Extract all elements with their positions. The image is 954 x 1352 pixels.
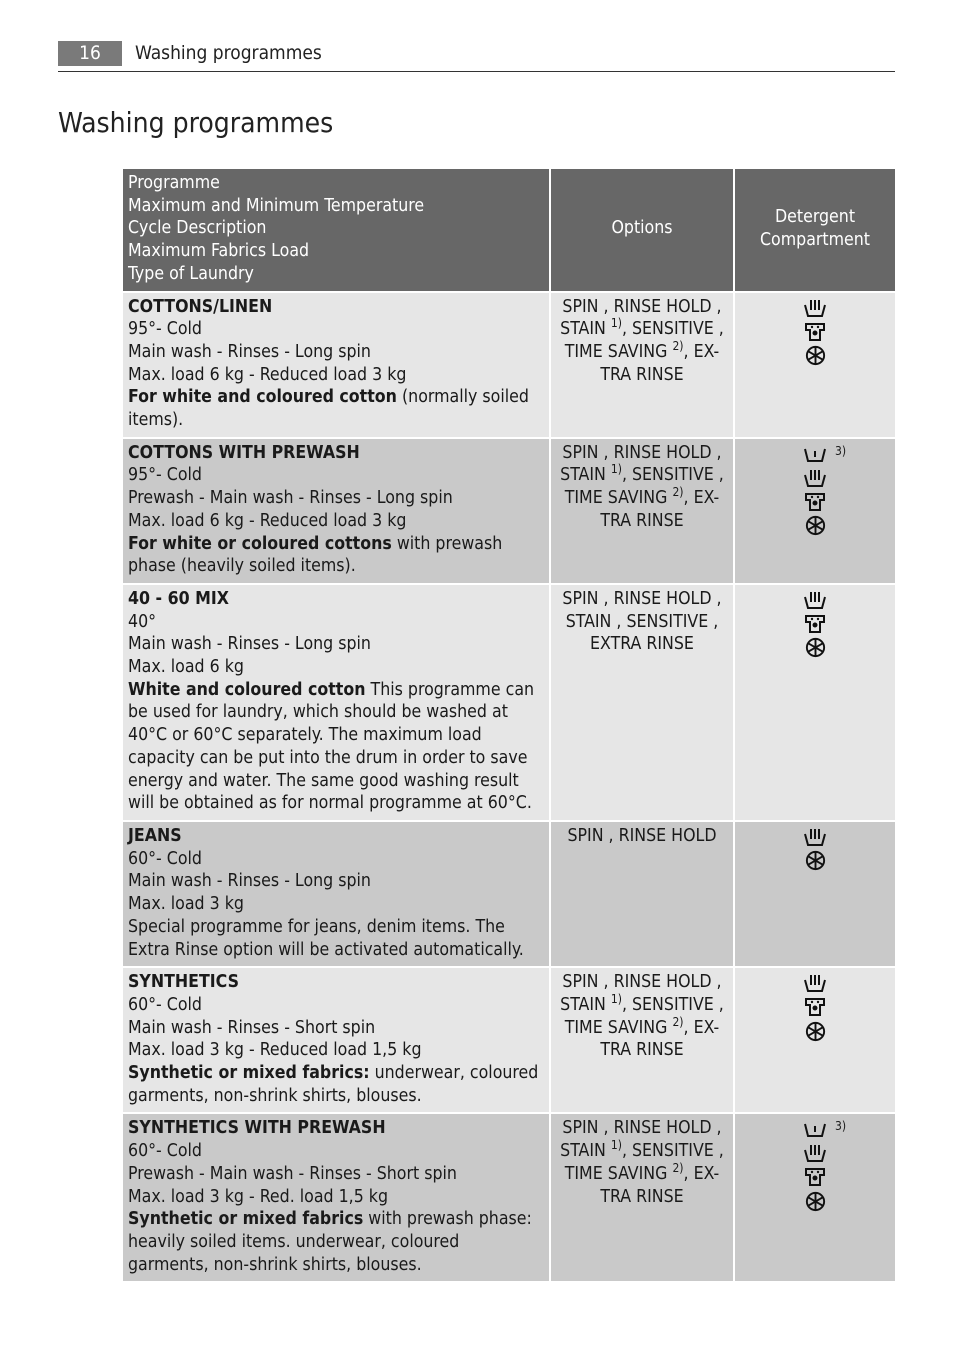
conditioner-compartment-icon [803,613,827,635]
programme-cycle: Prewash - Main wash - Rinses - Short spin [128,1163,457,1184]
programme-name: 40 - 60 MIX [128,588,229,609]
conditioner-compartment-icon [803,491,827,513]
main-wash-compartment-icon [803,467,827,489]
table-row [122,821,896,967]
options-cell: SPIN , RINSE HOLD , STAIN , SENSITIVE , EXTRA RINSE [550,584,734,821]
header-section-title: Washing programmes [135,42,322,64]
table-header-row [122,168,896,292]
prewash-footnote: 3) [835,443,847,458]
options-cell: SPIN , RINSE HOLD [550,821,734,967]
programme-cycle: Main wash - Rinses - Long spin [128,634,371,655]
programme-temperature: 95°- Cold [128,319,202,340]
programme-cell [122,967,550,1113]
main-wash-compartment-icon [803,826,827,848]
programme-name: SYNTHETICS [128,972,239,993]
prewash-footnote: 3) [835,1119,847,1134]
programme-load: Max. load 3 kg [128,894,244,915]
header-programme [122,168,550,292]
liquid-conditioner-compartment-icon [804,1020,827,1043]
programme-laundry: For white or coloured cottons with prewash phase (heavily soiled items). [128,533,503,577]
main-wash-compartment-icon [803,297,827,319]
conditioner-compartment-icon [803,996,827,1018]
header-detergent [734,168,896,292]
programme-load: Max. load 6 kg - Reduced load 3 kg [128,510,407,531]
programme-cell [122,292,550,438]
programme-temperature: 60°- Cold [128,994,202,1015]
programme-name: COTTONS WITH PREWASH [128,442,360,463]
liquid-conditioner-compartment-icon [804,1190,827,1213]
main-wash-compartment-icon [803,589,827,611]
programme-laundry: Special programme for jeans, denim items. The Extra Rinse option will be activated automatically. [128,916,524,960]
table-row [122,967,896,1113]
table-row [122,1113,896,1282]
header-line: Programme [128,173,220,193]
programme-load: Max. load 3 kg - Red. load 1,5 kg [128,1186,389,1207]
page-number: 16 [58,41,122,66]
programme-cycle: Main wash - Rinses - Short spin [128,1017,376,1038]
main-wash-compartment-icon [803,972,827,994]
programme-temperature: 60°- Cold [128,1141,202,1162]
programme-laundry: Synthetic or mixed fabrics: underwear, coloured garments, non-shrink shirts, blouses. [128,1063,539,1106]
liquid-conditioner-compartment-icon [804,514,827,537]
detergent-cell [734,584,896,821]
conditioner-compartment-icon [803,321,827,343]
programme-cell [122,584,550,821]
programme-cell [122,1113,550,1282]
programme-laundry: For white and coloured cotton (normally soiled items). [128,387,529,431]
programme-load: Max. load 6 kg - Reduced load 3 kg [128,364,407,385]
programme-temperature: 95°- Cold [128,465,202,486]
programme-cycle: Prewash - Main wash - Rinses - Long spin [128,488,453,509]
options-cell: SPIN , RINSE HOLD , STAIN $^{1)}$, SENSITIVE , TIME SAVING $^{2)}$, EX- TRA RINSE [550,967,734,1113]
header-line: Cycle Description [128,218,267,239]
programme-laundry: Synthetic or mixed fabrics with prewash phase: heavily soiled items. underwear, coloured garments, non-shrink shirts, blouses. [128,1209,532,1275]
liquid-conditioner-compartment-icon [804,849,827,872]
programme-name: COTTONS/LINEN [128,296,273,317]
detergent-cell [734,438,896,584]
programme-load: Max. load 3 kg - Reduced load 1,5 kg [128,1040,422,1061]
page-title: Washing programmes [58,106,334,139]
table-row [122,584,896,821]
options-cell: SPIN , RINSE HOLD , STAIN $^{1)}$, SENSITIVE , TIME SAVING $^{2)}$, EX- TRA RINSE [550,438,734,584]
programme-name: JEANS [128,825,182,846]
programme-cycle: Main wash - Rinses - Long spin [128,871,371,892]
header-detergent-label: Detergent Compartment [759,207,870,250]
page-header [58,41,895,72]
programme-cell [122,821,550,967]
header-line: Type of Laundry [128,263,254,284]
table-row [122,292,896,438]
detergent-cell [734,967,896,1113]
detergent-cell [734,1113,896,1282]
options-cell: SPIN , RINSE HOLD , STAIN $^{1)}$, SENSITIVE , TIME SAVING $^{2)}$, EX- TRA RINSE [550,1113,734,1282]
programme-temperature: 60°- Cold [128,848,202,869]
programme-temperature: 40° [128,611,157,632]
header-options: Options [550,168,734,292]
prewash-compartment-icon [803,443,827,465]
detergent-cell [734,821,896,967]
prewash-compartment-icon [803,1118,827,1140]
main-wash-compartment-icon [803,1142,827,1164]
liquid-conditioner-compartment-icon [804,344,827,367]
programme-load: Max. load 6 kg [128,657,244,678]
options-cell: SPIN , RINSE HOLD , STAIN $^{1)}$, SENSITIVE , TIME SAVING $^{2)}$, EX- TRA RINSE [550,292,734,438]
programme-cell [122,438,550,584]
programme-name: SYNTHETICS WITH PREWASH [128,1118,386,1139]
programme-cycle: Main wash - Rinses - Long spin [128,341,371,362]
header-line: Maximum Fabrics Load [128,241,310,262]
conditioner-compartment-icon [803,1166,827,1188]
washing-programmes-table [121,167,897,1283]
programme-laundry: White and coloured cotton This programme can be used for laundry, which should be washed at 40°C or 60°C separately. The maximum load capacity can be put into the drum in order to save energy and water. The same good washing result will be obtained as for normal programme at 60°C. [128,679,535,814]
table-row [122,438,896,584]
liquid-conditioner-compartment-icon [804,636,827,659]
header-line: Maximum and Minimum Temperature [128,195,425,216]
detergent-cell [734,292,896,438]
